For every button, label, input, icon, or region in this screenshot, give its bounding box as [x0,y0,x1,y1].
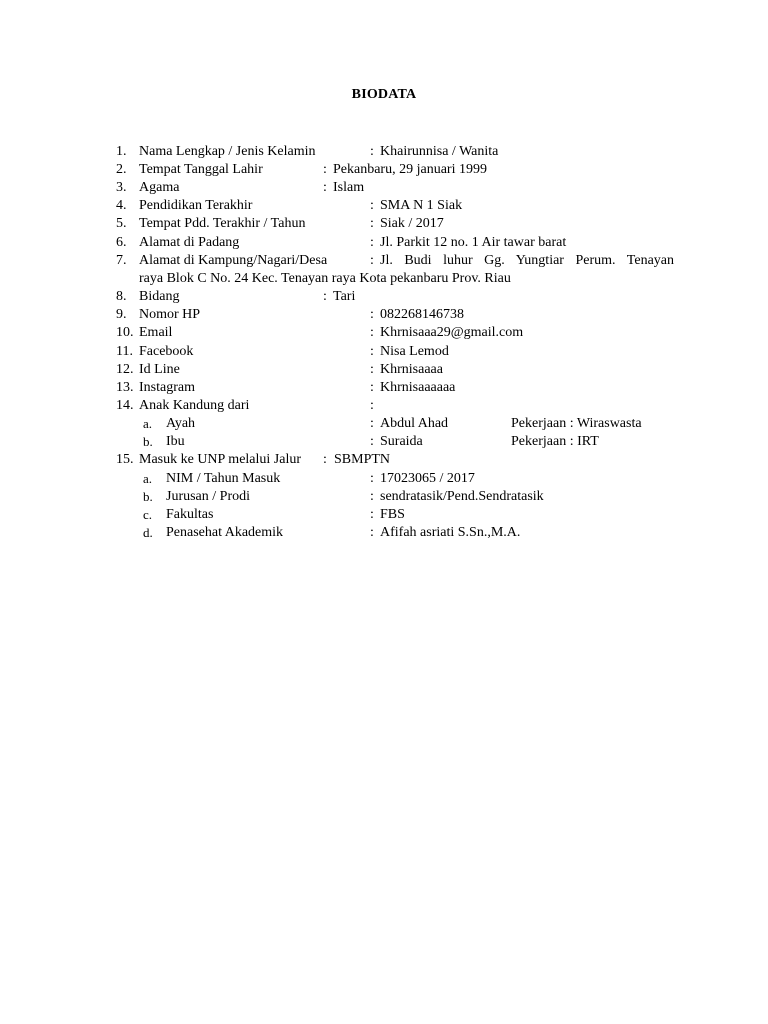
sub-item-value: 17023065 / 2017 [380,471,475,486]
parent-occupation: Pekerjaan : Wiraswasta [511,416,642,431]
item-value: SMA N 1 Siak [380,198,463,213]
item-label: Email [139,325,173,340]
sub-item-colon: : [370,471,374,486]
item-number: 5. [116,216,127,231]
item-number: 3. [116,180,127,195]
item-number: 9. [116,307,127,322]
item-colon: : [370,380,374,395]
item-value: Khrnisaaaa [380,362,443,377]
item-colon: : [370,344,374,359]
item-label: Nomor HP [139,307,201,322]
item-label: Alamat di Kampung/Nagari/Desa [139,253,328,268]
item-label: Instagram [139,380,195,395]
item-colon: : [370,253,374,268]
item-label: Facebook [139,344,194,359]
item-number: 10. [116,325,134,340]
item-number: 6. [116,235,127,250]
item-value: Khrnisaaa29@gmail.com [380,325,524,340]
item-value-continued: raya Blok C No. 24 Kec. Tenayan raya Kota pekanbaru Prov. Riau [139,271,511,286]
item-label: Id Line [139,362,180,377]
item-number: 12. [116,362,134,377]
sub-item-colon: : [370,416,374,431]
item-number: 4. [116,198,127,213]
sub-item-label: Penasehat Akademik [166,525,284,540]
item-label: Nama Lengkap / Jenis Kelamin [139,144,316,159]
item-number: 2. [116,162,127,177]
sub-item-colon: : [370,507,374,522]
item-number: 14. [116,398,134,413]
item-value: Nisa Lemod [380,344,449,359]
sub-item-label: Fakultas [166,507,214,522]
item-label: Anak Kandung dari [139,398,250,413]
sub-item-value: Afifah asriati S.Sn.,M.A. [380,525,521,540]
sub-item-value: FBS [380,507,405,522]
item-value: 082268146738 [380,307,464,322]
item-colon: : [370,198,374,213]
item-value: Jl. Budi luhur Gg. Yungtiar Perum. Tenayan [380,253,674,268]
item-value: Tari [333,289,356,304]
parent-name: Abdul Ahad [380,416,449,431]
item-label: Tempat Tanggal Lahir [139,162,263,177]
item-colon: : [323,289,327,304]
item-colon: : [323,162,327,177]
item-number: 1. [116,144,127,159]
item-colon: : [370,307,374,322]
item-value: Siak / 2017 [380,216,444,231]
sub-item-value: sendratasik/Pend.Sendratasik [380,489,544,504]
sub-item-label: Jurusan / Prodi [166,489,250,504]
item-value: Pekanbaru, 29 januari 1999 [333,162,487,177]
item-value: Khrnisaaaaaa [380,380,456,395]
item-colon: : [323,180,327,195]
sub-item-label: NIM / Tahun Masuk [166,471,281,486]
sub-item-label: Ayah [166,416,196,431]
item-label: Pendidikan Terakhir [139,198,253,213]
item-colon: : [323,452,327,467]
item-colon: : [370,216,374,231]
item-number: 15. [116,452,134,467]
item-colon: : [370,362,374,377]
item-number: 8. [116,289,127,304]
item-number: 13. [116,380,134,395]
sub-item-letter: a. [143,471,153,486]
item-value: SBMPTN [334,452,391,467]
parent-name: Suraida [380,434,423,449]
sub-item-letter: c. [143,507,153,522]
sub-item-colon: : [370,525,374,540]
item-value: Khairunnisa / Wanita [380,144,499,159]
document-title: BIODATA [351,87,417,102]
item-colon: : [370,235,374,250]
item-colon: : [370,398,374,413]
item-colon: : [370,325,374,340]
sub-item-letter: a. [143,416,153,431]
item-value: Jl. Parkit 12 no. 1 Air tawar barat [380,235,567,250]
sub-item-colon: : [370,489,374,504]
item-label: Agama [139,180,180,195]
item-label: Masuk ke UNP melalui Jalur [139,452,302,467]
sub-item-letter: b. [143,489,153,504]
sub-item-colon: : [370,434,374,449]
parent-occupation: Pekerjaan : IRT [511,434,599,449]
item-number: 7. [116,253,127,268]
item-label: Bidang [139,289,180,304]
item-label: Alamat di Padang [139,235,240,250]
item-number: 11. [116,344,133,359]
sub-item-letter: b. [143,434,153,449]
item-value: Islam [333,180,365,195]
sub-item-label: Ibu [166,434,185,449]
item-colon: : [370,144,374,159]
item-label: Tempat Pdd. Terakhir / Tahun [139,216,306,231]
sub-item-letter: d. [143,525,153,540]
